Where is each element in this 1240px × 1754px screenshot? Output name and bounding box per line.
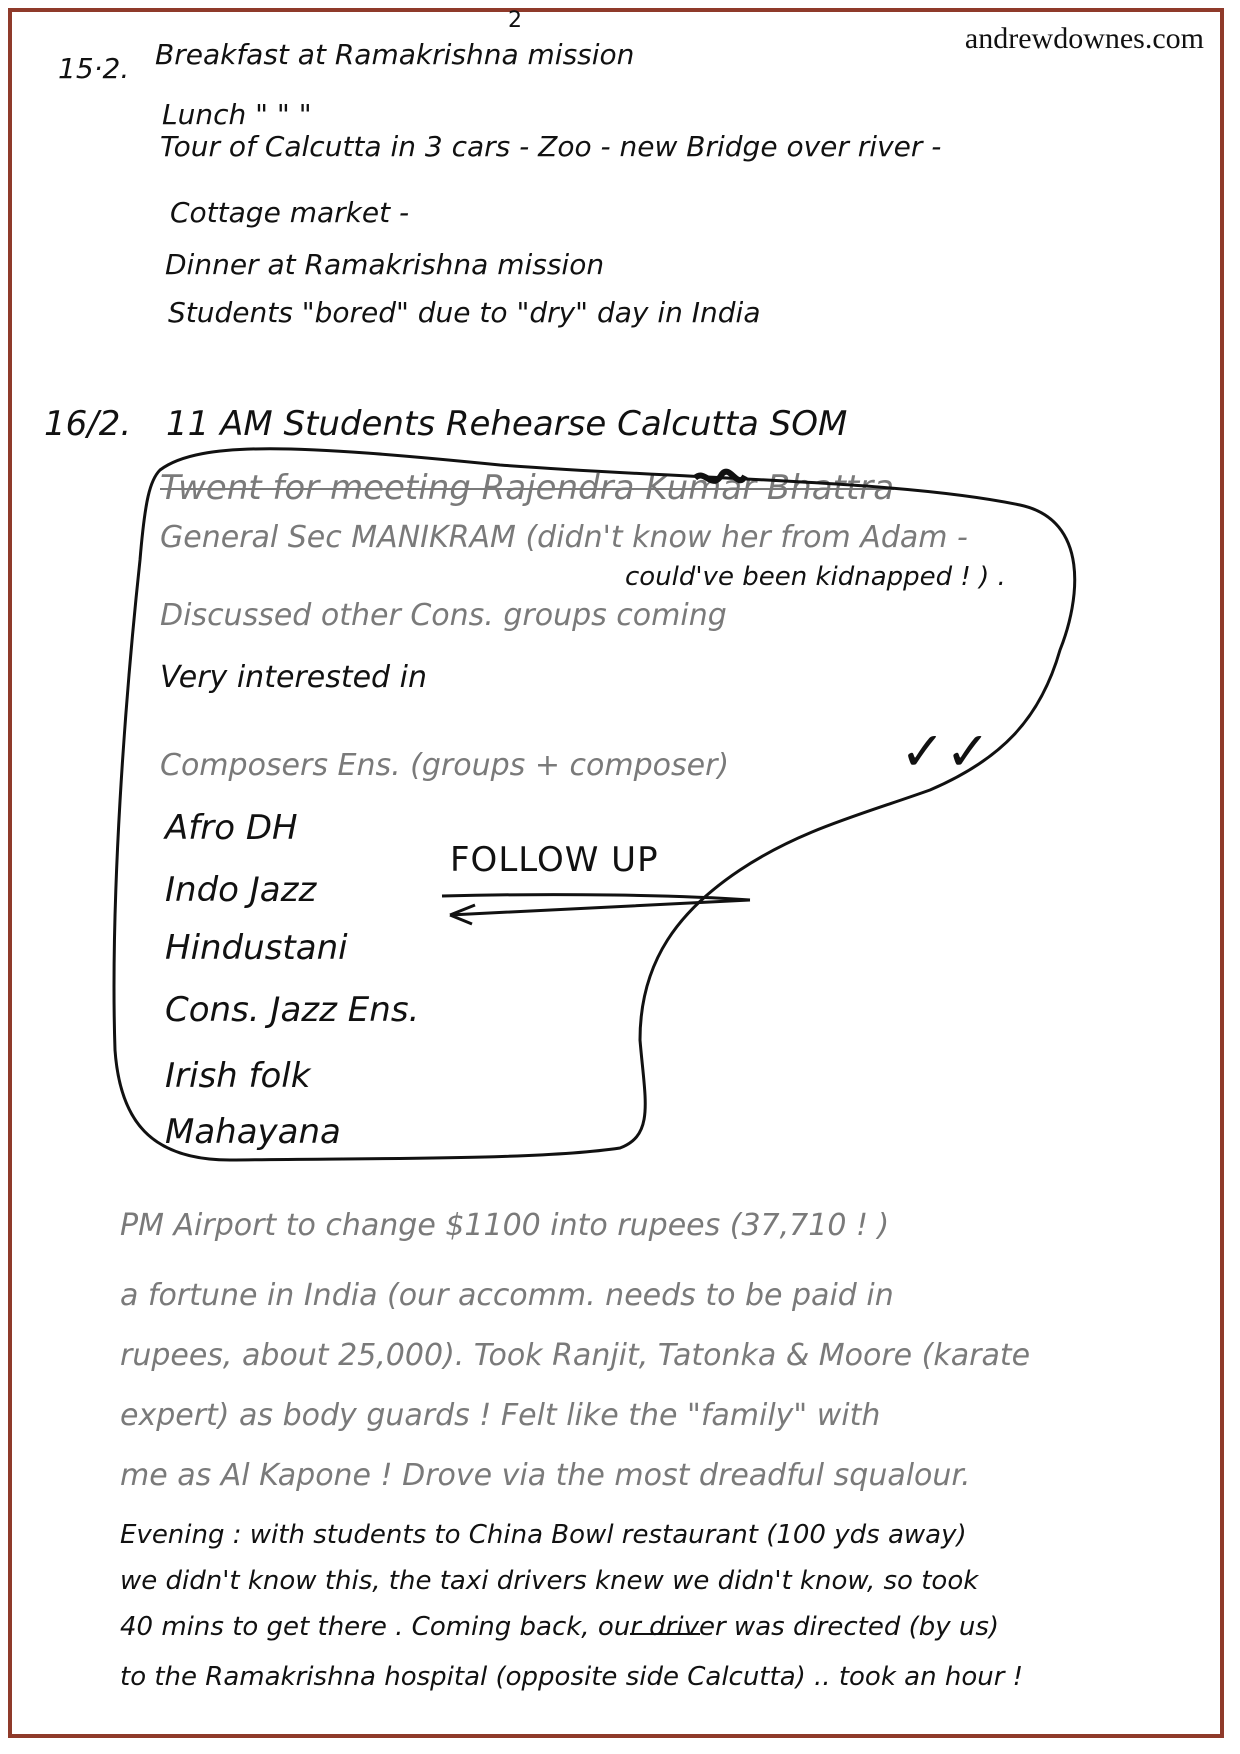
group-item: Irish folk xyxy=(165,1056,311,1096)
follow-up-arrow xyxy=(450,900,750,924)
follow-up-label: FOLLOW UP xyxy=(450,840,659,880)
entry-15-line: Breakfast at Ramakrishna mission xyxy=(155,38,635,71)
entry-15-line: Dinner at Ramakrishna mission xyxy=(165,248,605,281)
entry-15-line: Lunch " " " xyxy=(162,98,312,131)
box-line: General Sec MANIKRAM (didn't know her from Adam - xyxy=(160,520,968,555)
entry-16-first-line: 11 AM Students Rehearse Calcutta SOM xyxy=(166,404,848,444)
pm-line: to the Ramakrishna hospital (opposite side Calcutta) .. took an hour ! xyxy=(120,1662,1024,1692)
pm-line: we didn't know this, the taxi drivers knew we didn't know, so took xyxy=(120,1566,979,1596)
box-line: could've been kidnapped ! ) . xyxy=(625,562,1006,592)
group-item: Hindustani xyxy=(165,928,348,968)
group-item: Indo Jazz xyxy=(165,870,317,910)
box-line: Composers Ens. (groups + composer) xyxy=(160,748,730,783)
pm-line: PM Airport to change $1100 into rupees (37,710 ! ) xyxy=(120,1208,890,1243)
pm-line: 40 mins to get there . Coming back, our driver was directed (by us) xyxy=(120,1612,1000,1642)
page-number: 2 xyxy=(508,8,522,33)
struck-scribble xyxy=(695,472,745,481)
box-line: Discussed other Cons. groups coming xyxy=(160,598,727,633)
entry-16-date: 16/2. xyxy=(44,404,132,444)
entry-15-line: Tour of Calcutta in 3 cars - Zoo - new Bridge over river - xyxy=(160,130,942,163)
box-line: Very interested in xyxy=(160,660,427,695)
struck-meeting-line: Twent for meeting Rajendra Kumar Bhattra xyxy=(160,468,895,508)
pm-line: me as Al Kapone ! Drove via the most dreadful squalour. xyxy=(120,1458,971,1493)
watermark: andrewdownes.com xyxy=(964,22,1204,55)
pm-line: Evening : with students to China Bowl restaurant (100 yds away) xyxy=(120,1520,967,1550)
entry-15-line: Students "bored" due to "dry" day in India xyxy=(168,296,761,329)
group-item: Afro DH xyxy=(165,808,298,848)
pm-line: rupees, about 25,000). Took Ranjit, Tatonka & Moore (karate xyxy=(120,1338,1031,1373)
pm-line: a fortune in India (our accomm. needs to be paid in xyxy=(120,1278,894,1313)
group-item: Cons. Jazz Ens. xyxy=(165,990,420,1030)
entry-15-date: 15·2. xyxy=(58,52,130,85)
group-item: Mahayana xyxy=(165,1112,341,1152)
follow-up-enclosure xyxy=(114,449,1075,1160)
double-check-mark: ✓✓ xyxy=(900,720,991,783)
entry-15-line: Cottage market - xyxy=(170,196,410,229)
pm-line: expert) as body guards ! Felt like the "family" with xyxy=(120,1398,881,1433)
